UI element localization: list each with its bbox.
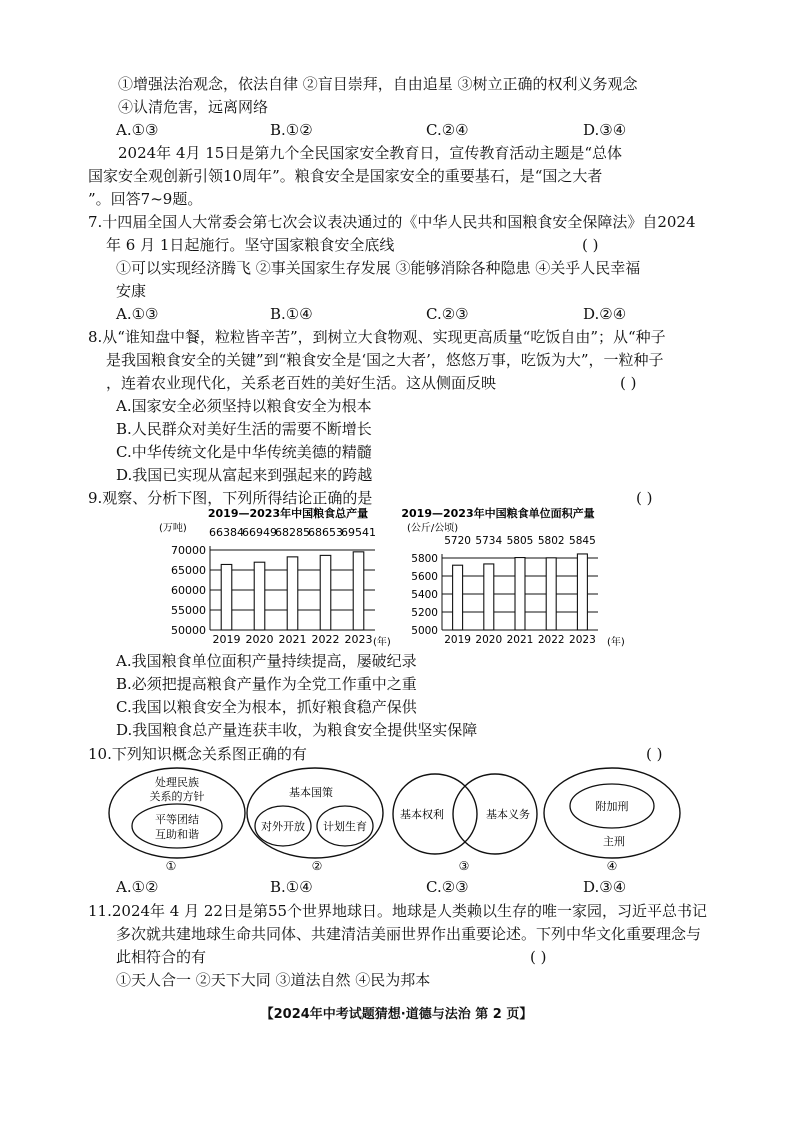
chart1-bar-2019 (221, 564, 232, 630)
chart2-bar-2022 (546, 558, 556, 630)
diagram2-outer-ellipse (247, 768, 383, 858)
q6-option-d: D.③④ (583, 121, 627, 139)
q9-option-c: C.我国以粮食安全为根本，抓好粮食稳产保供 (116, 698, 417, 716)
diagram1-outer-line1: 处理民族 (155, 776, 199, 789)
chart2-xtick-label-2019: 2019 (444, 634, 471, 646)
chart1-ytick-label: 60000 (171, 584, 206, 597)
chart1-xtick-label-2022: 2022 (311, 633, 340, 646)
q6-option-a: A.①③ (116, 121, 159, 139)
diagram3-number: ③ (458, 859, 470, 873)
q11-stem-line1: 11.2024年 4 月 22日是第55个世界地球日。地球是人类赖以生存的唯一家园，习近平总书记 (88, 902, 708, 920)
chart2-value-label-2021: 5805 (506, 535, 534, 547)
q6-option-b: B.①② (270, 121, 313, 139)
q7-stem-line1: 7.十四届全国人大常委会第七次会议表决通过的《中华人民共和国粮食安全保障法》自2024 (88, 213, 696, 231)
chart2-value-label-2022: 5802 (537, 535, 565, 547)
q10-option-c: C.②③ (426, 878, 469, 896)
q9-option-b: B.必须把提高粮食产量作为全党工作重中之重 (116, 675, 417, 693)
q8-option-d: D.我国已实现从富起来到强起来的跨越 (116, 466, 373, 484)
chart2-title: 2019—2023年中国粮食单位面积产量 (401, 507, 595, 520)
q11-stem-line3: 此相符合的有 (116, 948, 207, 966)
chart2-ytick-label: 5200 (411, 607, 438, 619)
chart1-x-unit: (年) (373, 637, 391, 648)
q7-option-a: A.①③ (116, 305, 159, 323)
chart1-title: 2019—2023年中国粮食总产量 (207, 507, 369, 520)
chart1-xtick-label-2019: 2019 (212, 633, 241, 646)
chart1-xtick-label-2023: 2023 (344, 633, 373, 646)
q10-diagrams (100, 766, 700, 876)
diagram4-number: ④ (606, 859, 618, 873)
diagram2-number: ② (311, 859, 323, 873)
chart2-value-label-2023: 5845 (569, 535, 596, 547)
q8-stem-line2: 是我国粮食安全的关键”到“粮食安全是‘国之大者’，悠悠万事，吃饭为大”，一粒种子 (106, 351, 664, 369)
chart1-value-label-2020: 66949 (242, 526, 277, 539)
chart2-ytick-label: 5800 (411, 553, 438, 565)
q9-stem: 9.观察、分析下图，下列所得结论正确的是 (88, 489, 373, 507)
chart1-xtick-label-2020: 2020 (245, 633, 274, 646)
chart1-ytick-label: 70000 (171, 544, 206, 557)
diagram3-right-label: 基本义务 (486, 808, 530, 821)
q8-stem-line1: 8.从“谁知盘中餐，粒粒皆辛苦”，到树立大食物观、实现更高质量“吃饭自由”；从“种子 (88, 328, 666, 346)
q7-option-c: C.②③ (426, 305, 469, 323)
q10-answer-paren: ( ) (646, 745, 663, 763)
chart2-value-label-2019: 5720 (444, 535, 471, 547)
q9-charts (150, 500, 650, 650)
q9-option-a: A.我国粮食单位面积产量持续提高，屡破纪录 (116, 652, 417, 670)
chart2-bar-2021 (515, 558, 525, 630)
diagram1-inner-ellipse (132, 804, 222, 848)
q11-items: ①天人合一 ②天下大同 ③道法自然 ④民为邦本 (116, 971, 431, 989)
q8-stem-line3: ，连着农业现代化，关系老百姓的美好生活。这从侧面反映 (106, 374, 497, 392)
q10-option-d: D.③④ (583, 878, 627, 896)
diagram-2 (247, 768, 383, 873)
chart2-xtick-label-2023: 2023 (569, 634, 596, 646)
chart1-ytick-label: 55000 (171, 604, 206, 617)
chart1-ylabel: (万吨) (159, 523, 187, 534)
intro-line1: 2024年 4月 15日是第九个全民国家安全教育日，宣传教育活动主题是“总体 (118, 144, 623, 162)
chart1-value-label-2021: 68285 (275, 526, 310, 539)
diagram2-inner-left-label: 对外开放 (261, 820, 305, 833)
diagram-4 (544, 768, 680, 873)
chart2-xtick-label-2021: 2021 (506, 634, 534, 646)
diagram3-left-label: 基本权利 (400, 808, 444, 821)
diagram2-inner-right-label: 计划生育 (323, 820, 367, 833)
q7-option-b: B.①④ (270, 305, 313, 323)
chart1-ytick-label: 50000 (171, 624, 206, 637)
intro-line3: ”。回答7~9题。 (88, 190, 203, 208)
chart1-bar-2023 (353, 552, 364, 630)
chart1-bar-2021 (287, 557, 298, 630)
chart2-bar-2020 (484, 564, 494, 630)
chart2-ylabel: (公斤/公顷) (407, 523, 459, 534)
q8-option-c: C.中华传统文化是中华传统美德的精髓 (116, 443, 372, 461)
q7-stem-line2: 年 6 月 1日起施行。坚守国家粮食安全底线 (106, 236, 395, 254)
diagram-3 (393, 774, 537, 873)
chart1-bar-2022 (320, 555, 331, 630)
q8-option-b: B.人民群众对美好生活的需要不断增长 (116, 420, 372, 438)
q8-answer-paren: ( ) (620, 374, 637, 392)
q10-option-b: B.①④ (270, 878, 313, 896)
q8-option-a: A.国家安全必须坚持以粮食安全为根本 (116, 397, 372, 415)
diagram1-number: ① (165, 859, 177, 873)
diagram1-inner-line1: 平等团结 (155, 813, 199, 826)
q10-option-a: A.①② (116, 878, 159, 896)
q7-answer-paren: ( ) (582, 236, 599, 254)
intro-line2: 国家安全观创新引领10周年”。粮食安全是国家安全的重要基石，是“国之大者 (88, 167, 603, 185)
chart2-xtick-label-2022: 2022 (537, 634, 565, 646)
chart1-bar-2020 (254, 562, 265, 630)
page-footer: 【2024年中考试题猜想·道德与法治 第 2 页】 (260, 1007, 533, 1022)
diagram1-outer-line2: 关系的方针 (149, 790, 205, 803)
q6-items-line1: ①增强法治观念，依法自律 ②盲目崇拜，自由追星 ③树立正确的权利义务观念 (118, 75, 638, 93)
chart1-value-label-2022: 68653 (308, 526, 343, 539)
chart2-ytick-label: 5000 (411, 625, 438, 637)
q6-items-line2: ④认清危害，远离网络 (118, 98, 269, 116)
q11-stem-line2: 多次就共建地球生命共同体、共建清洁美丽世界作出重要论述。下列中华文化重要理念与 (116, 925, 702, 943)
diagram4-inner-label: 附加刑 (595, 800, 629, 813)
chart1-value-label-2023: 69541 (341, 526, 376, 539)
diagram4-outer-label: 主刑 (603, 835, 625, 848)
chart2-ytick-label: 5600 (411, 571, 438, 583)
diagram-1 (109, 768, 245, 873)
q9-option-d: D.我国粮食总产量连获丰收，为粮食安全提供坚实保障 (116, 721, 478, 739)
chart1-value-label-2019: 66384 (209, 526, 244, 539)
chart2-ytick-label: 5400 (411, 589, 438, 601)
q7-option-d: D.②④ (583, 305, 627, 323)
q10-stem: 10.下列知识概念关系图正确的有 (88, 745, 307, 763)
q11-answer-paren: ( ) (530, 948, 547, 966)
q7-items-line2: 安康 (116, 282, 147, 300)
diagram2-outer-label: 基本国策 (289, 786, 333, 799)
diagram1-inner-line2: 互助和谐 (155, 828, 199, 841)
chart1-ytick-label: 65000 (171, 564, 206, 577)
q9-answer-paren: ( ) (636, 489, 653, 507)
q7-items-line1: ①可以实现经济腾飞 ②事关国家生存发展 ③能够消除各种隐患 ④关乎人民幸福 (116, 259, 641, 277)
chart2-x-unit: (年) (607, 637, 625, 648)
chart1-xtick-label-2021: 2021 (278, 633, 307, 646)
chart2-value-label-2020: 5734 (475, 535, 503, 547)
q6-option-c: C.②④ (426, 121, 469, 139)
chart2-xtick-label-2020: 2020 (475, 634, 503, 646)
chart2-bar-2019 (453, 565, 463, 630)
chart2-bar-2023 (577, 554, 587, 630)
